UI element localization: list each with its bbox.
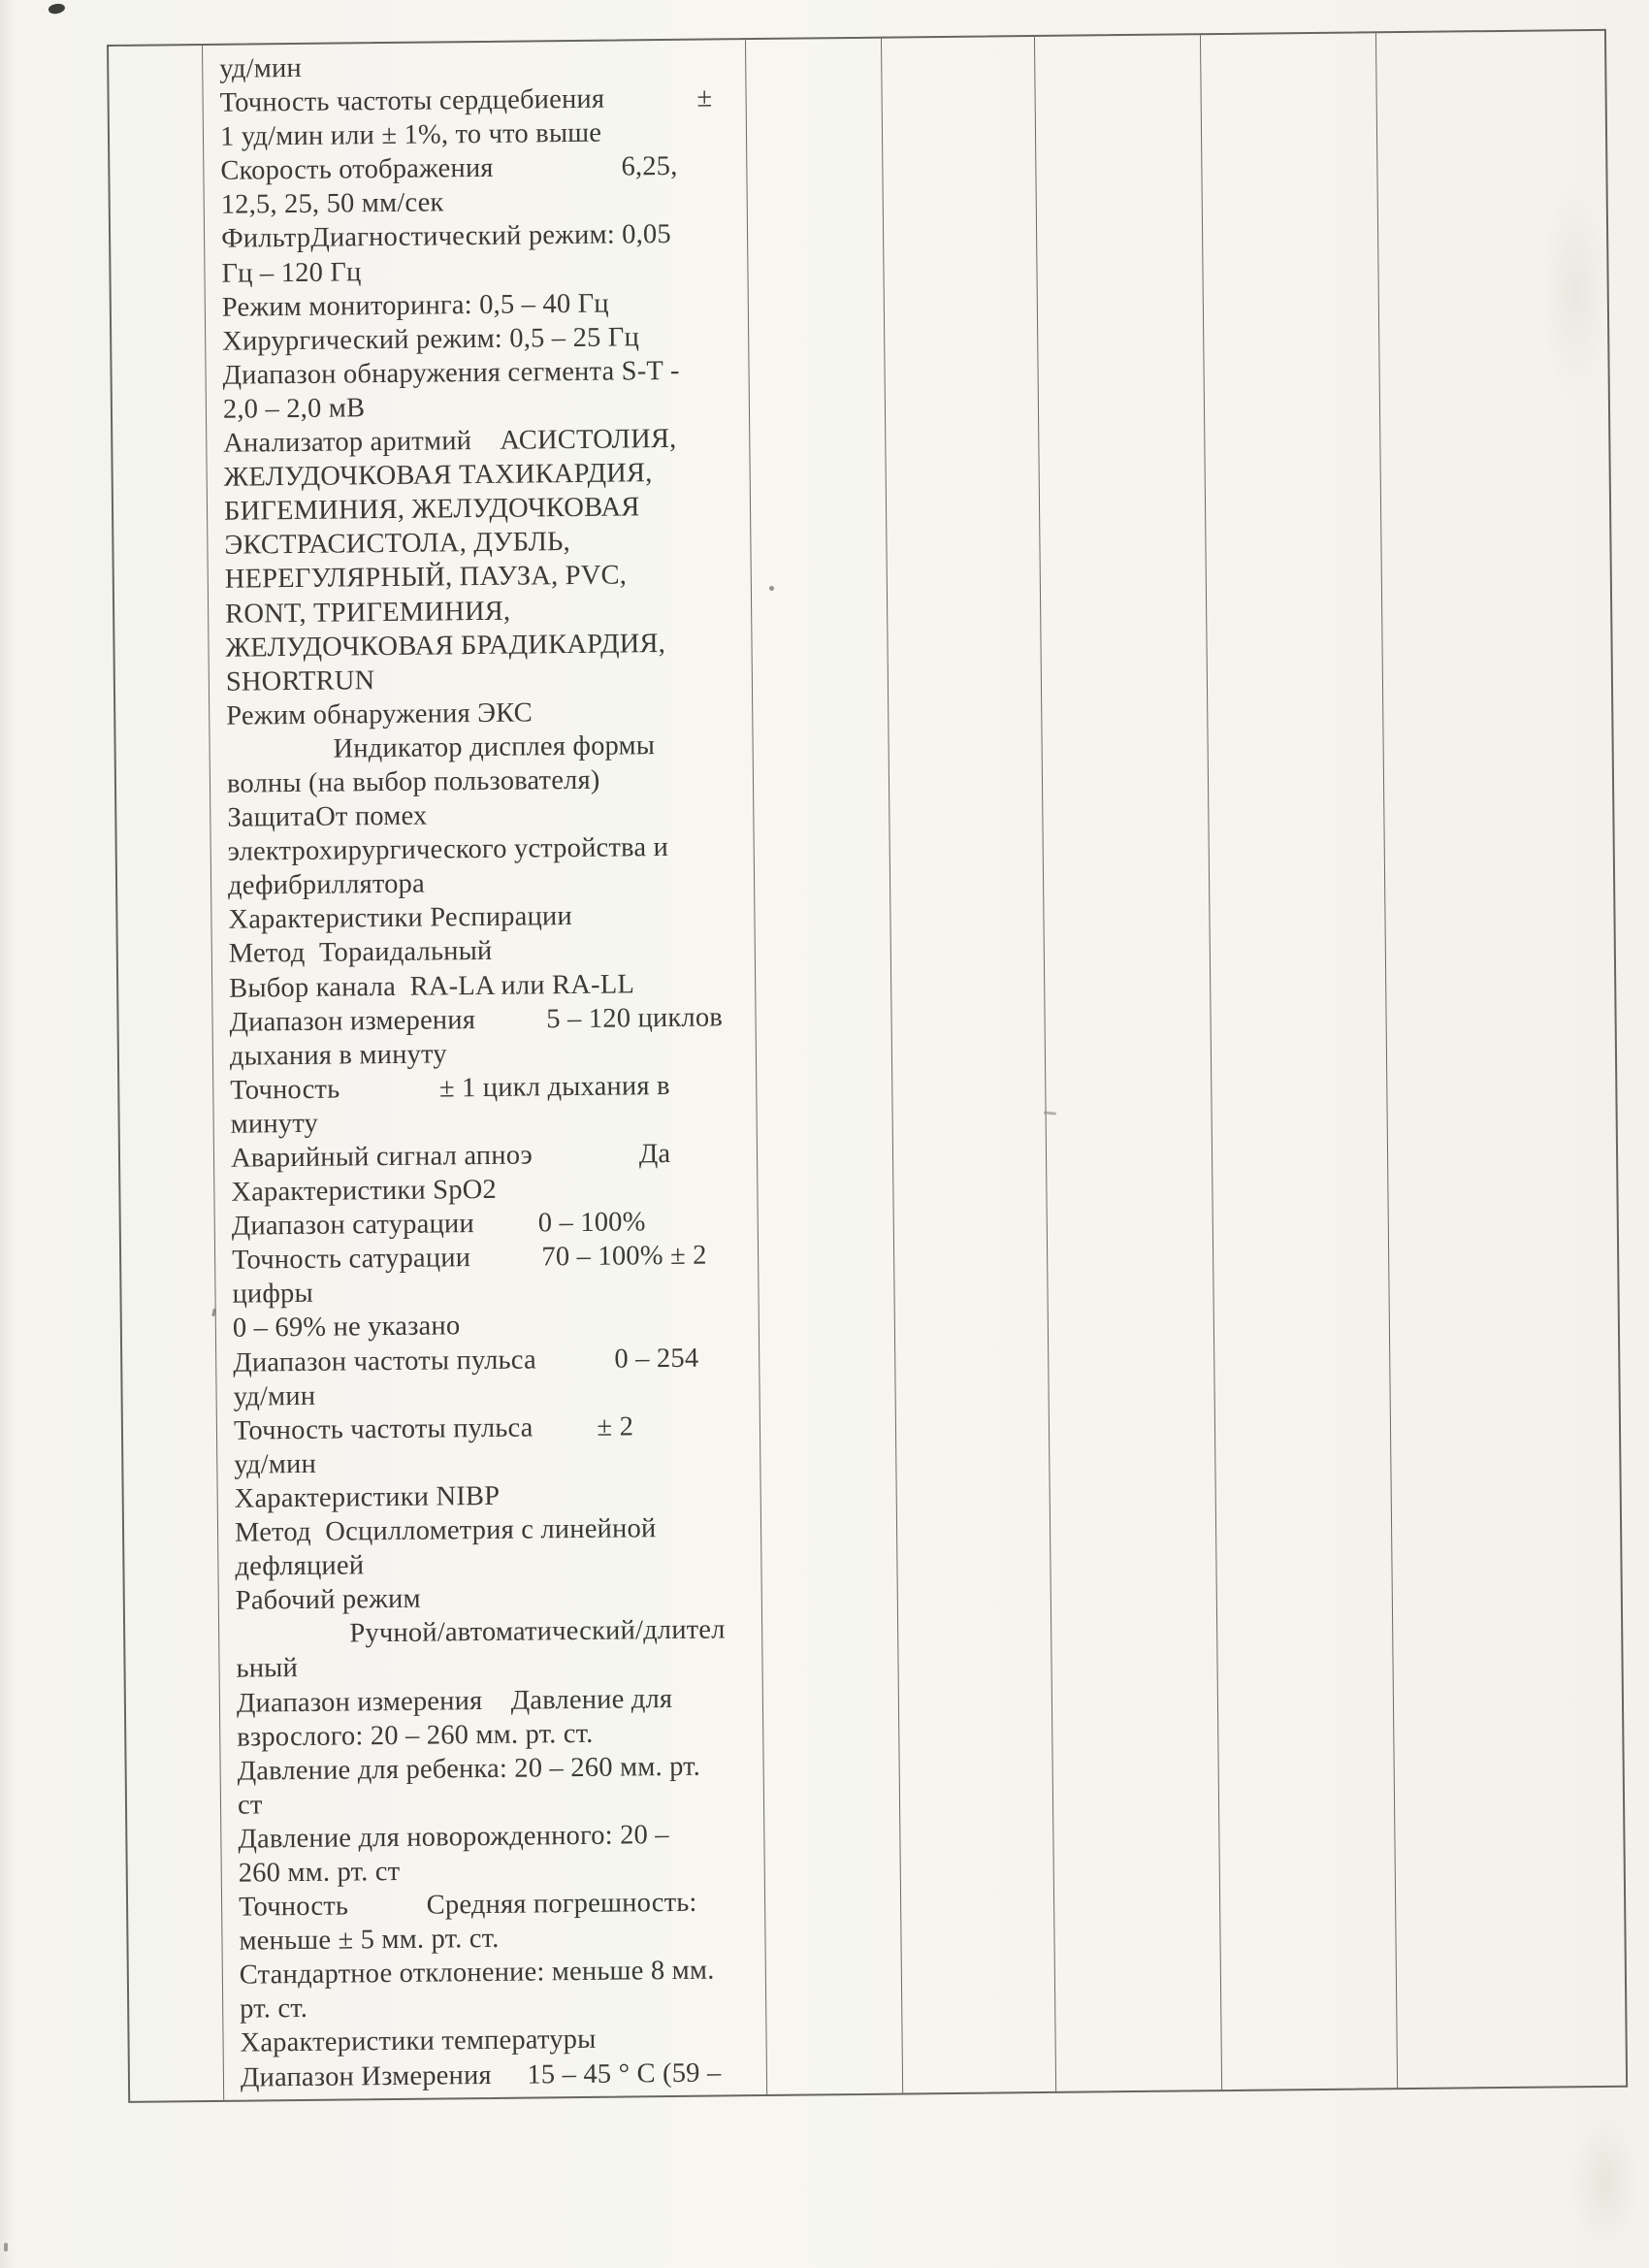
text-line: Стандартное отклонение: меньше 8 мм. <box>239 1955 715 1991</box>
text-line: Режим мониторинга: 0,5 – 40 Гц <box>221 288 609 323</box>
text-line: Давление для новорожденного: 20 – <box>238 1819 669 1855</box>
text-line: уд/мин <box>233 1380 316 1412</box>
text-line: ЭКСТРАСИСТОЛА, ДУБЛЬ, <box>224 527 571 562</box>
text-line: рт. ст. <box>240 1993 308 2025</box>
text-line: минуту <box>230 1108 319 1140</box>
text-line: взрослого: 20 – 260 мм. рт. ст. <box>237 1718 594 1753</box>
scan-artifact-corner-blot <box>48 2 66 15</box>
text-line: Характеристики температуры <box>240 2025 597 2059</box>
scan-artifact-smudge-2 <box>1571 2115 1639 2251</box>
text-line: дыхания в минуту <box>229 1039 447 1072</box>
text-line: Диапазон частоты пульса 0 – 254 <box>233 1343 699 1378</box>
text-line: ст <box>237 1790 263 1821</box>
text-line: БИГЕМИНИЯ, ЖЕЛУДОЧКОВАЯ <box>223 492 640 527</box>
text-line: Точность сатурации 70 – 100% ± 2 <box>231 1240 707 1276</box>
scan-artifact-dot <box>769 586 774 591</box>
text-line: Давление для ребенка: 20 – 260 мм. рт. <box>237 1751 701 1787</box>
text-line: меньше ± 5 мм. рт. ст. <box>239 1924 500 1957</box>
table-column-empty-4 <box>1201 33 1398 2090</box>
text-line: 260 мм. рт. ст <box>238 1856 401 1889</box>
text-line: Характеристики NIBP <box>234 1480 501 1514</box>
text-line: цифры <box>232 1279 314 1311</box>
text-line: Диапазон измерения 5 – 120 циклов <box>229 1002 724 1038</box>
text-line: Скорость отображения 6,25, <box>220 151 678 187</box>
text-line: Диапазон обнаружения сегмента S-T - <box>222 355 680 391</box>
text-line: Рабочий режим <box>235 1583 421 1616</box>
table-column-empty-1 <box>746 39 903 2094</box>
text-line: волны (на выбор пользователя) <box>226 764 600 799</box>
text-line: Метод Осциллометрия с линейной <box>234 1513 657 1548</box>
text-line: Выбор канала RA-LA или RA-LL <box>229 968 635 1004</box>
text-line: ЖЕЛУДОЧКОВАЯ ТАХИКАРДИЯ, <box>223 458 653 493</box>
text-line: электрохирургического устройства и <box>227 832 669 867</box>
table-column-description <box>203 40 767 2100</box>
text-line: Точность частоты пульса ± 2 <box>233 1411 634 1446</box>
text-line: 12,5, 25, 50 мм/сек <box>220 187 444 221</box>
scan-artifact-speck <box>4 2243 8 2252</box>
text-line: Гц – 120 Гц <box>221 256 362 289</box>
text-line: Диапазон измерения Давление для <box>236 1683 673 1719</box>
text-line: 2,0 – 2,0 мВ <box>222 393 366 425</box>
text-line: Диапазон Измерения 15 – 45 ° С (59 – <box>240 2057 722 2093</box>
text-line: Аварийный сигнал апноэ Да <box>230 1138 671 1174</box>
text-line: Режим обнаружения ЭКС <box>226 697 534 731</box>
text-line: 0 – 69% не указано <box>232 1311 461 1345</box>
text-line: дефибриллятора <box>227 868 426 901</box>
text-line: НЕРЕГУЛЯРНЫЙ, ПАУЗА, PVC, <box>224 560 628 596</box>
text-line: 1 уд/мин или ± 1%, то что выше <box>219 117 602 152</box>
text-line: SHORTRUN <box>225 664 375 697</box>
text-line: ЗащитаОт помех <box>227 800 428 833</box>
text-line: уд/мин <box>234 1448 317 1480</box>
text-line: Характеристики SpO2 <box>231 1174 498 1208</box>
table-column-empty-2 <box>882 37 1056 2093</box>
text-line: Точность ± 1 цикл дыхания в <box>230 1070 670 1106</box>
specification-table <box>107 29 1628 2103</box>
text-line: ЖЕЛУДОЧКОВАЯ БРАДИКАРДИЯ, <box>225 628 666 664</box>
text-line: ьный <box>236 1653 299 1685</box>
text-line: Точность частоты сердцебиения ± <box>219 82 713 118</box>
text-line: Точность Средняя погрешность: <box>238 1887 697 1923</box>
text-line: Ручной/автоматический/длител <box>236 1614 726 1651</box>
text-line: Диапазон сатурации 0 – 100% <box>231 1207 646 1242</box>
text-line: RONT, ТРИГЕМИНИЯ, <box>224 596 511 630</box>
text-line: Метод Тораидальный <box>228 936 493 970</box>
text-line: Характеристики Респирации <box>228 901 573 936</box>
scan-edge-shading <box>0 0 14 2268</box>
text-line: Анализатор аритмий АСИСТОЛИЯ, <box>223 423 677 459</box>
text-line: Индикатор дисплея формы <box>226 729 656 765</box>
scan-artifact-smudge <box>1542 184 1610 398</box>
text-line: дефляцией <box>235 1550 365 1582</box>
text-line: уд/мин <box>219 52 303 84</box>
text-line: Хирургический режим: 0,5 – 25 Гц <box>222 322 640 357</box>
specification-text <box>203 40 766 2094</box>
table-column-empty-3 <box>1035 35 1222 2091</box>
text-line: ФильтрДиагностический режим: 0,05 <box>220 219 672 255</box>
